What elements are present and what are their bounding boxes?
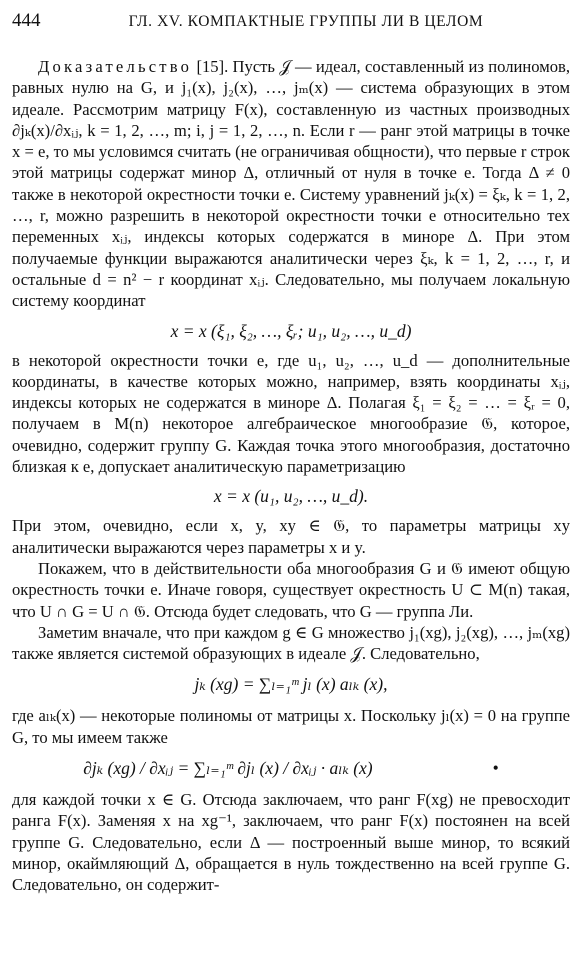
page-number: 444 xyxy=(12,10,41,31)
paragraph-5: Заметим вначале, что при каждом g ∈ G множество j₁(xg), j₂(xg), …, jₘ(xg) также является системой образующих в идеале 𝒥. Следовательно, xyxy=(12,622,570,664)
paragraph-1-text: [15]. Пусть 𝒥 — идеал, составленный из полиномов, равных нулю на G, и j₁(x), j₂(x), …, jₘ(x) — система образующих в этом идеале. Рассмотрим матрицу F(x), составленную из частных производных ∂jₖ(x)/∂xᵢⱼ, k = 1, 2, …, m; i, j = 1, 2, …, n. Если r — ранг этой матрицы в точке x = e, то мы условимся считать (не ограничивая общности), что первые r строк этой матрицы содержат минор Δ, отличный от нуля в точке e. Тогда Δ ≠ 0 также в некоторой окрестности точки e. Систему уравнений jₖ(x) = ξₖ, k = 1, 2, …, r, можно разрешить в некоторой окрестности точки e относительно тех переменных xᵢⱼ, индексы которых содержатся в миноре Δ. При этом получаемые функции выражаются аналитически через ξₖ, k = 1, 2, …, r, и остальные d = n² − r координат xᵢⱼ. Следовательно, мы получаем локальную систему координат xyxy=(12,57,570,311)
equation-parametrization: x = x (u₁, u₂, …, u_d). xyxy=(213,486,369,507)
running-head: ГЛ. XV. КОМПАКТНЫЕ ГРУППЫ ЛИ В ЦЕЛОМ xyxy=(128,13,484,30)
equation-generator-sum: jₖ (xg) = ∑ₗ₌₁ᵐ jₗ (x) aₗₖ (x), xyxy=(194,674,388,695)
equation-derivative-text: ∂jₖ (xg) / ∂xᵢⱼ = ∑ₗ₌₁ᵐ ∂jₗ (x) / ∂xᵢⱼ · aₗₖ (x) xyxy=(83,758,373,779)
equation-derivative-sum xyxy=(12,758,570,779)
paragraph-7: для каждой точки x ∈ G. Отсюда заключаем, что ранг F(xg) не превосходит ранга F(x). Заменяя x на xg⁻¹, заключаем, что ранг F(x) постоянен на всей группе G. Следовательно, если Δ — построенный выше минор, то всякий минор, окаймляющий Δ, обращается в нуль тождественно на всей группе G. Следовательно, он содержит- xyxy=(12,790,571,895)
page-header xyxy=(12,10,570,42)
page-body xyxy=(12,56,570,896)
stray-dot-mark: • xyxy=(492,758,499,779)
paragraph-3: При этом, очевидно, если x, y, xy ∈ 𝔊, то параметры матрицы xy аналитически выражаются через параметры x и y. xyxy=(12,516,570,557)
proof-word: Доказательство xyxy=(38,57,193,76)
paragraph-2: в некоторой окрестности точки e, где u₁, u₂, …, u_d — дополнительные координаты, в качестве которых можно, например, взять координаты xᵢⱼ, индексы которых не содержатся в миноре Δ. Полагая ξ₁ = ξ₂ = … = ξᵣ = 0, получаем в M(n) некоторое алгебраическое многообразие 𝔊, которое, очевидно, содержит группу G. Каждая точка этого многообразия, достаточно близкая к e, допускает аналитическую параметризацию xyxy=(12,350,570,477)
equation-local-coordinates: x = x (ξ₁, ξ₂, …, ξᵣ; u₁, u₂, …, u_d) xyxy=(170,320,412,341)
paragraph-proof-start xyxy=(12,56,570,312)
paragraph-4: Покажем, что в действительности оба многообразия G и 𝔊 имеют общую окрестность точки e. Иначе говоря, существует окрестность U ⊂ M(n) такая, что U ∩ G = U ∩ 𝔊. Отсюда будет следовать, что G — группа Ли. xyxy=(12,558,570,621)
paragraph-6: где aₗₖ(x) — некоторые полиномы от матрицы x. Поскольку jₗ(x) = 0 на группе G, то мы имеем также xyxy=(12,706,570,747)
